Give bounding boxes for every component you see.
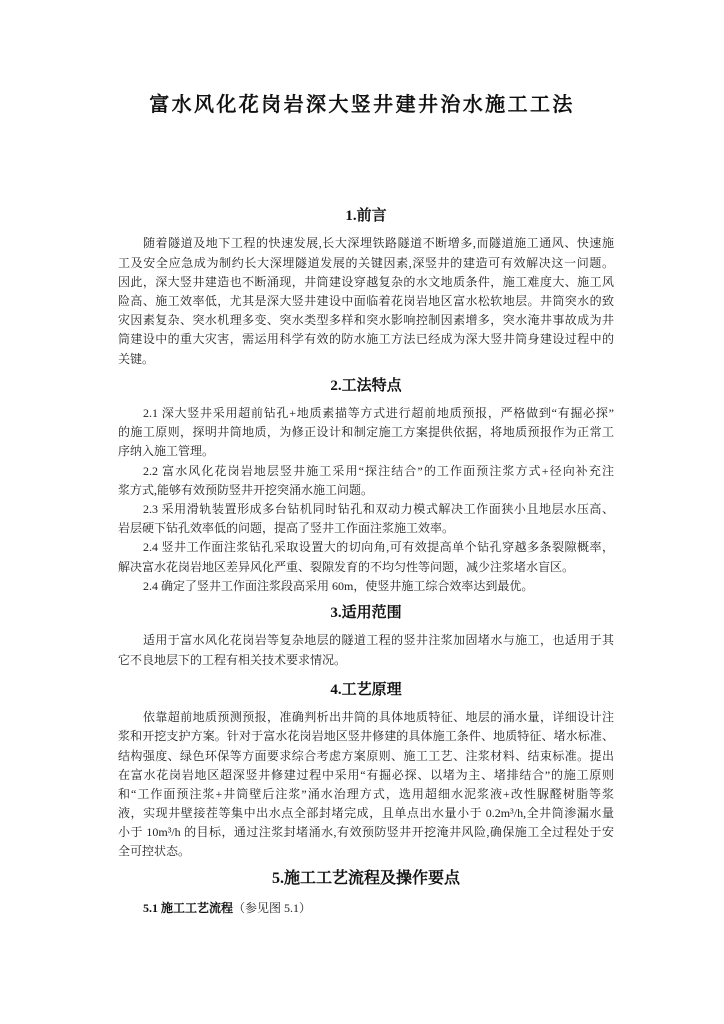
- text-line: 液，实现井壁接茬等集中出水点全部封堵完成，且单点出水量小于 0.2m³/h,全井筒渗漏水量: [118, 806, 614, 821]
- text-line: 筒建设中的重大灾害，需运用科学有效的防水施工方法已经成为深大竖井筒身建设过程中的: [118, 332, 614, 347]
- subsection-label: 5.1 施工工艺流程: [143, 901, 234, 916]
- text-line: 随着隧道及地下工程的快速发展,长大深埋铁路隧道不断增多,而隧道施工通风、快速施: [143, 236, 614, 251]
- text-line: 全可控状态。: [118, 844, 191, 859]
- text-line: 解决富水花岗岩地区差异风化严重、裂隙发育的不均匀性等问题，减少注浆堵水盲区。: [118, 559, 575, 574]
- paragraph-feature-2-4-b: [118, 577, 614, 596]
- section-heading-principle: 4.工艺原理: [330, 681, 402, 698]
- text-line: 和“工作面预注浆+井筒壁后注浆”涌水治理方式，选用超细水泥浆液+改性脲醛树脂等浆: [118, 786, 614, 801]
- text-line: 工及安全应急成为制约长大深埋隧道发展的关键因素,深竖井的建造可有效解决这一问题。: [118, 255, 614, 270]
- section-heading-scope: 3.适用范围: [330, 604, 402, 621]
- text-line: 灾因素复杂、突水机理多变、突水类型多样和突水影响控制因素增多，突水淹井事故成为井: [118, 313, 614, 328]
- paragraph-feature-2-3: [118, 500, 614, 538]
- paragraph-feature-2-2: [118, 462, 614, 500]
- text-line: 因此，深大竖井建造也不断涌现，井筒建设穿越复杂的水文地质条件，施工难度大、施工风: [118, 274, 614, 289]
- text-line: 序纳入施工管理。: [118, 444, 215, 459]
- text-line: 结构强度、绿色环保等方面要求综合考虑方案原则、施工工艺、注浆材料、结束标准。提出: [118, 748, 614, 763]
- document-title: 富水风化花岗岩深大竖井建井治水施工工法: [149, 94, 575, 116]
- text-line: 关键。: [118, 351, 155, 366]
- text-line: 小于 10m³/h 的目标，通过注浆封堵涌水,有效预防竖井开挖淹井风险,确保施工全过程处于安: [118, 825, 614, 840]
- document-body: [118, 204, 614, 918]
- text-line: 适用于富水风化花岗岩等复杂地层的隧道工程的竖井注浆加固堵水与施工，也适用于其: [143, 633, 614, 648]
- text-line: 在富水花岗岩地区超深竖井修建过程中采用“有掘必探、以堵为主、堵排结合”的施工原则: [118, 767, 614, 782]
- text-line: 险高、施工效率低，尤其是深大竖井建设中面临着花岗岩地区富水松软地层。井筒突水的致: [118, 293, 614, 308]
- text-line: 2.4 确定了竖井工作面注浆段高采用 60m，使竖井施工综合效率达到最优。: [143, 578, 534, 593]
- text-line: 浆和开挖支护方案。针对于富水花岗岩地区竖井修建的具体施工条件、地质特征、堵水标准、: [118, 729, 614, 744]
- figure-reference: （参见图 5.1）: [233, 901, 312, 916]
- paragraph-feature-2-4: [118, 538, 614, 576]
- text-line: 它不良地层下的工程有相关技术要求情况。: [118, 652, 347, 667]
- text-line: 2.3 采用滑轨装置形成多台钻机同时钻孔和双动力模式解决工作面狭小且地层水压高、: [143, 502, 614, 517]
- paragraph-introduction: [118, 234, 614, 368]
- section-heading-process: 5.施工工艺流程及操作要点: [271, 869, 460, 887]
- text-line: 2.1 深大竖井采用超前钻孔+地质素描等方式进行超前地质预报，严格做到“有掘必探”: [143, 406, 614, 421]
- section-heading-features: 2.工法特点: [330, 377, 402, 394]
- paragraph-principle: [118, 708, 614, 862]
- text-line: 2.2 富水风化花岗岩地层竖井施工采用“探注结合”的工作面预注浆方式+径向补充注: [143, 463, 614, 478]
- text-line: 的施工原则，探明井筒地质，为修正设计和制定施工方案提供依据，将地质预报作为正常工: [118, 425, 614, 440]
- paragraph-feature-2-1: [118, 404, 614, 462]
- text-line: 依靠超前地质预测预报，准确判析出井筒的具体地质特征、地层的涌水量，详细设计注: [143, 710, 614, 725]
- section-heading-introduction: 1.前言: [345, 208, 387, 224]
- text-line: 浆方式,能够有效预防竖井开挖突涌水施工问题。: [118, 482, 374, 497]
- paragraph-scope: [118, 631, 614, 669]
- text-line: 岩层硬下钻孔效率低的问题，提高了竖井工作面注浆施工效率。: [118, 521, 455, 536]
- text-line: 2.4 竖井工作面注浆钻孔采取设置大的切向角,可有效提高单个钻孔穿越多条裂隙概率，: [143, 540, 614, 555]
- subsection-5-1: [118, 899, 614, 918]
